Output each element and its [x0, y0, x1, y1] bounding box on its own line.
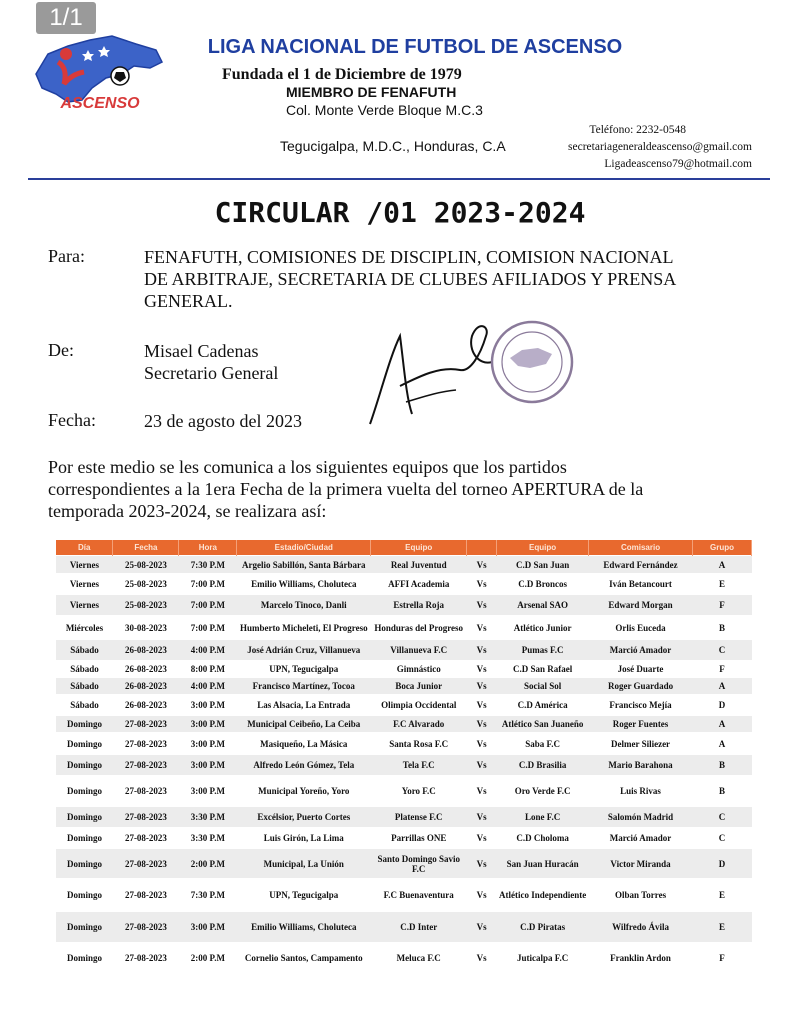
email-primary[interactable]: secretariageneraldeascenso@gmail.com	[568, 141, 752, 153]
para-label: Para:	[48, 246, 85, 266]
cell-vs: Vs	[467, 849, 497, 879]
league-logo	[28, 28, 168, 112]
para-line: GENERAL.	[144, 291, 233, 311]
sender-role: Secretario General	[144, 363, 279, 383]
cell-equipo-local: Parrillas ONE	[371, 828, 467, 849]
table-row	[56, 776, 752, 807]
cell-comisario: Olban Torres	[589, 879, 693, 912]
cell-vs: Vs	[467, 755, 497, 776]
table-row	[56, 912, 752, 943]
table-row	[56, 595, 752, 616]
table-row	[56, 678, 752, 695]
cell-hora: 2:00 P.M	[179, 943, 237, 974]
col-header-equipo-visita: Equipo	[497, 540, 589, 556]
table-row	[56, 807, 752, 828]
cell-comisario: Mario Barahona	[589, 755, 693, 776]
cell-equipo-visita: San Juan Huracán	[497, 849, 589, 879]
cell-estadio: Excélsior, Puerto Cortes	[237, 807, 371, 828]
cell-fecha: 27-08-2023	[113, 879, 179, 912]
cell-equipo-local: Real Juventud	[371, 556, 467, 574]
col-header-equipo-local: Equipo	[371, 540, 467, 556]
cell-vs: Vs	[467, 661, 497, 678]
de-label: De:	[48, 340, 74, 360]
cell-hora: 4:00 P.M	[179, 640, 237, 661]
body-paragraph	[48, 456, 768, 522]
cell-dia: Domingo	[56, 849, 113, 879]
table-row	[56, 733, 752, 755]
cell-dia: Sábado	[56, 640, 113, 661]
cell-equipo-local: F.C Alvarado	[371, 716, 467, 733]
cell-fecha: 30-08-2023	[113, 616, 179, 640]
cell-equipo-local: Estrella Roja	[371, 595, 467, 616]
cell-equipo-local: Villanueva F.C	[371, 640, 467, 661]
cell-estadio: Municipal Yoreño, Yoro	[237, 776, 371, 807]
cell-grupo: E	[692, 879, 751, 912]
cell-dia: Viernes	[56, 556, 113, 574]
cell-grupo: A	[692, 678, 751, 695]
col-header-dia: Día	[56, 540, 113, 556]
fecha-label: Fecha:	[48, 410, 96, 430]
cell-comisario: Edward Morgan	[589, 595, 693, 616]
table-row	[56, 574, 752, 595]
cell-vs: Vs	[467, 733, 497, 755]
logo-text: ASCENSO	[60, 95, 140, 112]
cell-fecha: 27-08-2023	[113, 943, 179, 974]
cell-hora: 3:00 P.M	[179, 776, 237, 807]
cell-dia: Domingo	[56, 755, 113, 776]
cell-vs: Vs	[467, 807, 497, 828]
table-row	[56, 879, 752, 912]
cell-vs: Vs	[467, 776, 497, 807]
cell-comisario: Roger Guardado	[589, 678, 693, 695]
cell-vs: Vs	[467, 828, 497, 849]
cell-equipo-visita: C.D Brasilia	[497, 755, 589, 776]
cell-fecha: 26-08-2023	[113, 695, 179, 716]
cell-estadio: Francisco Martínez, Tocoa	[237, 678, 371, 695]
cell-equipo-local: Yoro F.C	[371, 776, 467, 807]
cell-comisario: Iván Betancourt	[589, 574, 693, 595]
table-row	[56, 849, 752, 879]
cell-equipo-visita: C.D Broncos	[497, 574, 589, 595]
table-row	[56, 828, 752, 849]
cell-comisario: Roger Fuentes	[589, 716, 693, 733]
cell-equipo-visita: Atlético Junior	[497, 616, 589, 640]
email-secondary[interactable]: Ligadeascenso79@hotmail.com	[604, 158, 752, 170]
league-title: LIGA NACIONAL DE FUTBOL DE ASCENSO	[207, 36, 623, 58]
table-row	[56, 661, 752, 678]
cell-dia: Sábado	[56, 678, 113, 695]
cell-comisario: Francisco Mejía	[589, 695, 693, 716]
cell-estadio: Cornelio Santos, Campamento	[237, 943, 371, 974]
cell-equipo-visita: C.D América	[497, 695, 589, 716]
cell-vs: Vs	[467, 943, 497, 974]
cell-hora: 3:00 P.M	[179, 755, 237, 776]
table-row	[56, 695, 752, 716]
cell-equipo-visita: Lone F.C	[497, 807, 589, 828]
cell-grupo: F	[692, 595, 751, 616]
cell-estadio: Municipal Ceibeño, La Ceiba	[237, 716, 371, 733]
cell-dia: Domingo	[56, 716, 113, 733]
cell-comisario: Luis Rivas	[589, 776, 693, 807]
col-header-estadio: Estadio/Ciudad	[237, 540, 371, 556]
para-line: DE ARBITRAJE, SECRETARIA DE CLUBES AFILIADOS Y PRENSA	[144, 269, 677, 289]
cell-equipo-local: C.D Inter	[371, 912, 467, 943]
cell-equipo-local: Santa Rosa F.C	[371, 733, 467, 755]
cell-estadio: Argelio Sabillón, Santa Bárbara	[237, 556, 371, 574]
cell-grupo: C	[692, 640, 751, 661]
circular-title: CIRCULAR /01 2023-2024	[214, 196, 586, 229]
cell-equipo-visita: Oro Verde F.C	[497, 776, 589, 807]
cell-vs: Vs	[467, 640, 497, 661]
cell-vs: Vs	[467, 616, 497, 640]
body-line: correspondientes a la 1era Fecha de la primera vuelta del torneo APERTURA de la	[48, 479, 644, 499]
phone: Teléfono: 2232-0548	[589, 124, 686, 136]
cell-fecha: 27-08-2023	[113, 776, 179, 807]
page-indicator: 1/1	[36, 2, 96, 34]
cell-dia: Domingo	[56, 807, 113, 828]
cell-grupo: A	[692, 556, 751, 574]
cell-fecha: 25-08-2023	[113, 556, 179, 574]
cell-comisario: Delmer Siliezer	[589, 733, 693, 755]
cell-fecha: 27-08-2023	[113, 849, 179, 879]
cell-estadio: José Adrián Cruz, Villanueva	[237, 640, 371, 661]
cell-comisario: Franklin Ardon	[589, 943, 693, 974]
cell-comisario: Salomón Madrid	[589, 807, 693, 828]
cell-hora: 7:30 P.M	[179, 879, 237, 912]
col-header-fecha: Fecha	[113, 540, 179, 556]
cell-hora: 7:00 P.M	[179, 574, 237, 595]
cell-dia: Domingo	[56, 733, 113, 755]
cell-vs: Vs	[467, 716, 497, 733]
cell-equipo-visita: C.D San Juan	[497, 556, 589, 574]
cell-grupo: B	[692, 776, 751, 807]
cell-fecha: 25-08-2023	[113, 595, 179, 616]
cell-grupo: D	[692, 849, 751, 879]
cell-hora: 7:00 P.M	[179, 616, 237, 640]
cell-estadio: Marcelo Tinoco, Danli	[237, 595, 371, 616]
cell-fecha: 27-08-2023	[113, 716, 179, 733]
cell-equipo-local: Boca Junior	[371, 678, 467, 695]
cell-estadio: Humberto Micheleti, El Progreso	[237, 616, 371, 640]
cell-estadio: UPN, Tegucigalpa	[237, 661, 371, 678]
col-header-vs	[467, 540, 497, 556]
cell-hora: 3:00 P.M	[179, 733, 237, 755]
col-header-hora: Hora	[179, 540, 237, 556]
cell-estadio: Municipal, La Unión	[237, 849, 371, 879]
cell-dia: Sábado	[56, 695, 113, 716]
cell-dia: Viernes	[56, 574, 113, 595]
schedule-table	[56, 540, 752, 974]
cell-grupo: E	[692, 574, 751, 595]
cell-estadio: Las Alsacia, La Entrada	[237, 695, 371, 716]
cell-equipo-local: Honduras del Progreso	[371, 616, 467, 640]
cell-dia: Domingo	[56, 776, 113, 807]
cell-equipo-local: Santo Domingo Savio F.C	[371, 849, 467, 879]
contact-block	[568, 122, 752, 173]
cell-equipo-visita: Juticalpa F.C	[497, 943, 589, 974]
city-line: Tegucigalpa, M.D.C., Honduras, C.A	[280, 138, 506, 154]
cell-equipo-visita: Arsenal SAO	[497, 595, 589, 616]
cell-vs: Vs	[467, 695, 497, 716]
cell-equipo-local: F.C Buenaventura	[371, 879, 467, 912]
cell-vs: Vs	[467, 912, 497, 943]
cell-equipo-visita: Social Sol	[497, 678, 589, 695]
cell-dia: Domingo	[56, 879, 113, 912]
cell-vs: Vs	[467, 678, 497, 695]
cell-hora: 3:00 P.M	[179, 695, 237, 716]
cell-comisario: Edward Fernández	[589, 556, 693, 574]
cell-equipo-local: Tela F.C	[371, 755, 467, 776]
col-header-comisario: Comisario	[589, 540, 693, 556]
cell-hora: 3:00 P.M	[179, 912, 237, 943]
cell-fecha: 27-08-2023	[113, 755, 179, 776]
cell-grupo: B	[692, 755, 751, 776]
cell-hora: 3:30 P.M	[179, 828, 237, 849]
cell-estadio: Emilio Williams, Choluteca	[237, 912, 371, 943]
table-header-row	[56, 540, 752, 556]
cell-equipo-visita: C.D Piratas	[497, 912, 589, 943]
cell-vs: Vs	[467, 574, 497, 595]
para-recipients	[144, 246, 676, 312]
cell-equipo-visita: Saba F.C	[497, 733, 589, 755]
cell-equipo-local: Meluca F.C	[371, 943, 467, 974]
cell-dia: Viernes	[56, 595, 113, 616]
cell-grupo: C	[692, 828, 751, 849]
cell-dia: Domingo	[56, 943, 113, 974]
cell-hora: 3:30 P.M	[179, 807, 237, 828]
cell-grupo: B	[692, 616, 751, 640]
cell-comisario: José Duarte	[589, 661, 693, 678]
address-line: Col. Monte Verde Bloque M.C.3	[286, 102, 483, 118]
cell-grupo: F	[692, 661, 751, 678]
table-row	[56, 755, 752, 776]
cell-equipo-visita: C.D Choloma	[497, 828, 589, 849]
de-sender	[144, 340, 278, 384]
cell-grupo: D	[692, 695, 751, 716]
cell-fecha: 27-08-2023	[113, 912, 179, 943]
cell-estadio: Masiqueño, La Másica	[237, 733, 371, 755]
cell-comisario: Victor Miranda	[589, 849, 693, 879]
cell-hora: 4:00 P.M	[179, 678, 237, 695]
cell-equipo-visita: Atlético San Juaneño	[497, 716, 589, 733]
cell-estadio: UPN, Tegucigalpa	[237, 879, 371, 912]
cell-equipo-visita: Pumas F.C	[497, 640, 589, 661]
cell-dia: Domingo	[56, 828, 113, 849]
cell-estadio: Alfredo León Gómez, Tela	[237, 755, 371, 776]
cell-equipo-local: AFFI Academia	[371, 574, 467, 595]
cell-fecha: 25-08-2023	[113, 574, 179, 595]
cell-fecha: 26-08-2023	[113, 661, 179, 678]
cell-comisario: Marció Amador	[589, 828, 693, 849]
cell-grupo: C	[692, 807, 751, 828]
cell-vs: Vs	[467, 556, 497, 574]
table-row	[56, 556, 752, 574]
cell-dia: Sábado	[56, 661, 113, 678]
cell-fecha: 26-08-2023	[113, 678, 179, 695]
cell-grupo: A	[692, 733, 751, 755]
cell-hora: 3:00 P.M	[179, 716, 237, 733]
table-row	[56, 716, 752, 733]
cell-estadio: Emilio Williams, Choluteca	[237, 574, 371, 595]
cell-estadio: Luis Girón, La Lima	[237, 828, 371, 849]
cell-vs: Vs	[467, 879, 497, 912]
cell-fecha: 27-08-2023	[113, 807, 179, 828]
body-line: Por este medio se les comunica a los siguientes equipos que los partidos	[48, 457, 567, 477]
para-line: FENAFUTH, COMISIONES DE DISCIPLIN, COMISION NACIONAL	[144, 247, 674, 267]
member-line: MIEMBRO DE FENAFUTH	[286, 84, 457, 100]
cell-fecha: 26-08-2023	[113, 640, 179, 661]
founded-line: Fundada el 1 de Diciembre de 1979	[222, 66, 462, 83]
table-row	[56, 943, 752, 974]
cell-equipo-local: Platense F.C	[371, 807, 467, 828]
col-header-grupo: Grupo	[692, 540, 751, 556]
cell-fecha: 27-08-2023	[113, 828, 179, 849]
cell-hora: 7:00 P.M	[179, 595, 237, 616]
cell-fecha: 27-08-2023	[113, 733, 179, 755]
cell-equipo-local: Olimpia Occidental	[371, 695, 467, 716]
signature-and-stamp	[360, 306, 590, 438]
cell-equipo-visita: Atlético Independiente	[497, 879, 589, 912]
cell-vs: Vs	[467, 595, 497, 616]
cell-equipo-visita: C.D San Rafael	[497, 661, 589, 678]
header-divider	[28, 178, 770, 180]
cell-equipo-local: Gimnástico	[371, 661, 467, 678]
table-row	[56, 616, 752, 640]
cell-grupo: F	[692, 943, 751, 974]
cell-grupo: A	[692, 716, 751, 733]
cell-hora: 7:30 P.M	[179, 556, 237, 574]
sender-name: Misael Cadenas	[144, 341, 259, 361]
table-row	[56, 640, 752, 661]
cell-dia: Domingo	[56, 912, 113, 943]
cell-hora: 2:00 P.M	[179, 849, 237, 879]
cell-comisario: Orlis Euceda	[589, 616, 693, 640]
cell-dia: Miércoles	[56, 616, 113, 640]
cell-grupo: E	[692, 912, 751, 943]
cell-comisario: Wilfredo Ávila	[589, 912, 693, 943]
cell-comisario: Marció Amador	[589, 640, 693, 661]
fecha-value: 23 de agosto del 2023	[144, 411, 302, 431]
cell-hora: 8:00 P.M	[179, 661, 237, 678]
body-line: temporada 2023-2024, se realizara así:	[48, 501, 327, 521]
